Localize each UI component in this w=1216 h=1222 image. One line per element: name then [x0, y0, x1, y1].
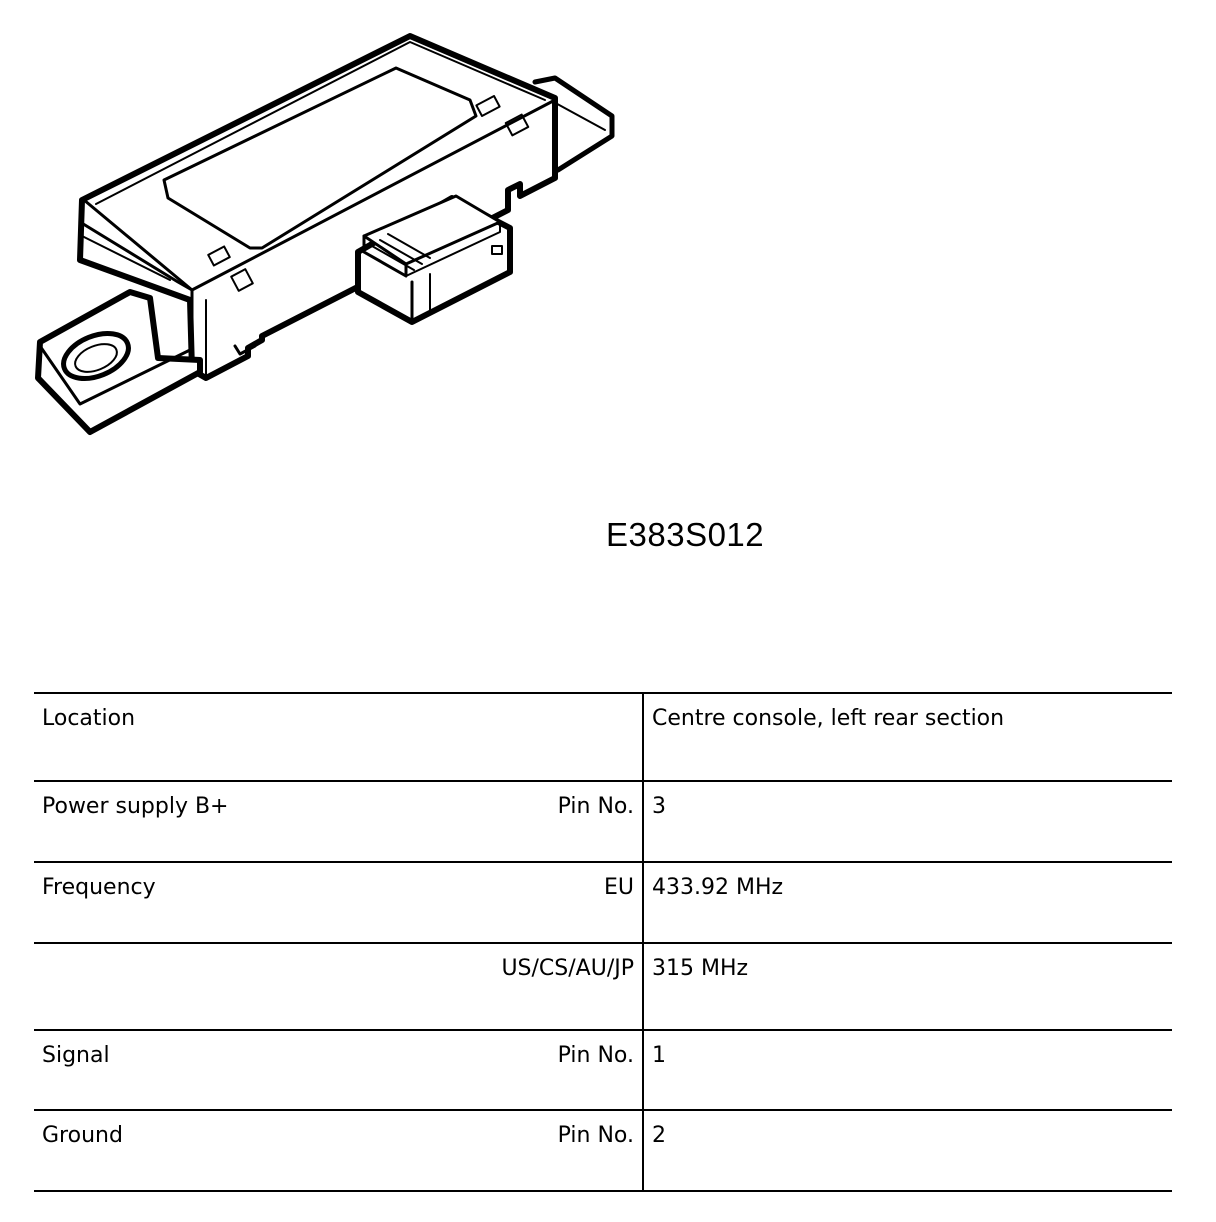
label-cell	[34, 1110, 643, 1191]
row-label: Ground	[42, 1123, 123, 1148]
row-label: Power supply B+	[42, 794, 229, 819]
table-row	[34, 862, 1172, 943]
row-value: 1	[652, 1043, 666, 1068]
row-qualifier: US/CS/AU/JP	[501, 956, 634, 981]
table-row	[34, 1110, 1172, 1191]
table-row	[34, 943, 1172, 1030]
label-cell	[34, 693, 643, 781]
row-value: 315 MHz	[652, 956, 749, 981]
table-row	[34, 693, 1172, 781]
row-value: 3	[652, 794, 666, 819]
row-value: Centre console, left rear section	[652, 706, 1005, 731]
specification-table	[34, 692, 1172, 1192]
row-qualifier: Pin No.	[557, 1123, 634, 1148]
receiver-module-illustration	[20, 20, 640, 450]
row-qualifier: EU	[603, 875, 634, 900]
label-cell	[34, 781, 643, 862]
label-cell	[34, 1030, 643, 1110]
label-cell	[34, 943, 643, 1030]
row-label: Signal	[42, 1043, 110, 1068]
row-label: Location	[42, 706, 136, 731]
row-value: 433.92 MHz	[652, 875, 784, 900]
row-value: 2	[652, 1123, 666, 1148]
table-row	[34, 1030, 1172, 1110]
drawing-code: E383S012	[606, 516, 765, 553]
row-label: Frequency	[42, 875, 156, 900]
row-qualifier: Pin No.	[557, 794, 634, 819]
label-cell	[34, 862, 643, 943]
table-row	[34, 781, 1172, 862]
row-qualifier: Pin No.	[557, 1043, 634, 1068]
